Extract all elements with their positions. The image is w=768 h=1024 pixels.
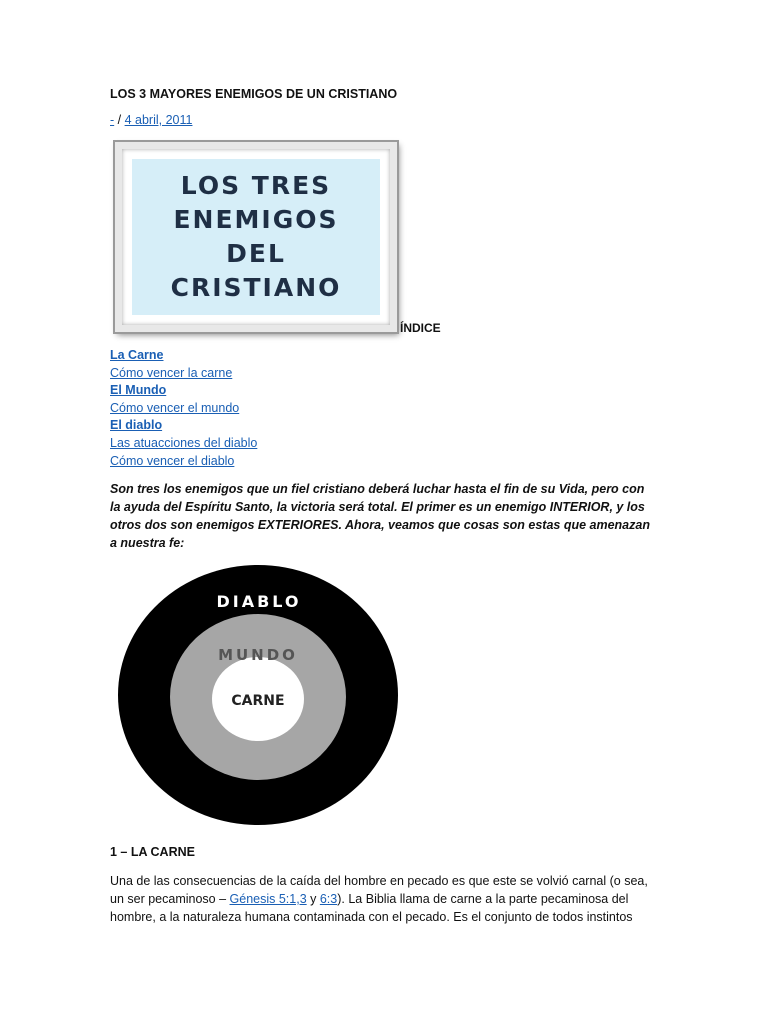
toc-item-el-diablo[interactable]: El diablo [110,418,163,433]
paragraph-text: Una de las consecuencias de la caída del hombre en pecado es que este se volvió carnal (o sea, un ser pecaminoso – [110,874,648,906]
section-heading-carne: 1 – LA CARNE [110,845,195,859]
toc-item-vencer-carne[interactable]: Cómo vencer la carne [110,365,233,380]
toc-item-el-mundo[interactable]: El Mundo [110,383,167,398]
middle-label: MUNDO [218,646,298,664]
toc-item-la-carne[interactable]: La Carne [110,348,164,362]
banner-line: CRISTIANO [170,273,342,302]
outer-label: DIABLO [216,592,302,611]
toc-item-vencer-mundo[interactable]: Cómo vencer el mundo [110,400,240,415]
banner-image [115,142,397,332]
section-paragraph [110,872,662,926]
meta-separator: / [114,113,125,127]
date-link[interactable]: 4 abril, 2011 [124,113,193,127]
toc-item-atuacciones-diablo[interactable]: Las atuacciones del diablo [110,435,258,450]
banner-line: LOS TRES [180,171,332,200]
enemies-diagram [118,563,400,827]
paragraph-text: y [306,892,320,906]
bible-ref-genesis-5[interactable]: Génesis 5:1,3 [229,892,307,906]
banner-text-block [132,159,380,315]
banner-line: DEL [226,239,286,268]
article-title: LOS 3 MAYORES ENEMIGOS DE UN CRISTIANO [110,87,398,101]
intro-paragraph: Son tres los enemigos que un fiel cristiano deberá luchar hasta el fin de su Vida, pero con la ayuda del Espíritu Santo, la victoria será total. El primer es un enemigo INTERIOR, y los otros dos son enemigos EXTERIORES. Ahora, veamos que cosas son estas que amenazan a nuestra fe: [110,482,650,550]
inner-label: CARNE [231,693,285,709]
banner-line: ENEMIGOS [173,205,339,234]
toc-heading: ÍNDICE [400,321,441,335]
toc-item-vencer-diablo[interactable]: Cómo vencer el diablo [110,453,235,468]
author-link[interactable]: - [110,113,115,127]
table-of-contents [110,347,257,470]
bible-ref-6-3[interactable]: 6:3 [319,892,338,906]
article-meta [110,113,192,127]
paragraph-text: ). La Biblia llama de carne a la parte pecaminosa del hombre, a la naturaleza humana contaminada con el pecado. Es el conjunto de todos instintos [110,892,633,924]
